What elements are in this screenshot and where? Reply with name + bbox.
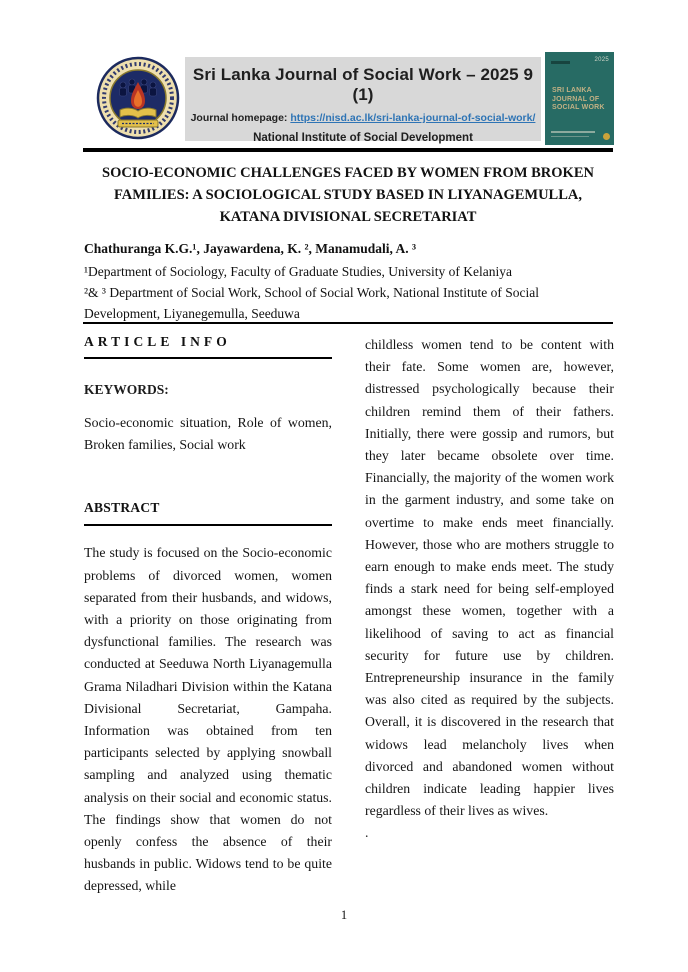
journal-homepage-line [185,112,541,124]
authors-line: Chathuranga K.G.¹, Jayawardena, K. ², Manamudali, A. ³ [84,241,417,256]
cover-title [552,87,605,113]
homepage-link[interactable]: https://nisd.ac.lk/sri-lanka-journal-of-social-work/ [290,112,536,124]
right-column [365,334,614,898]
paper-title: SOCIO-ECONOMIC CHALLENGES FACED BY WOMEN FROM BROKEN FAMILIES: A SOCIOLOGICAL STUDY BASED IN LIYANAGEMULLA, KATANA DIVISIONAL SECRETARIAT [102,165,594,225]
abstract-text-left: The study is focused on the Socio-economic problems of divorced women, women separated from their husbands, and widows, with a priority on those originating from dysfunctional families. The research was conducted at Seeduwa North Liyanagemulla Grama Niladhari Division within the Katana Divisional Secretariat, Gampaha. Information was obtained from ten participants selected by applying snowball sampling and analyzed using thematic analysis on their social and economic status. The findings show that women do not openly confess the absence of their husbands in public. Widows tend to be quite depressed, while [84,545,332,894]
page-number: 1 [340,908,348,922]
header-divider-rule [83,148,613,152]
trailing-period: . [365,825,369,841]
article-info-heading: ARTICLE INFO [84,334,332,359]
keywords-text: Socio-economic situation, Role of women, Broken families, Social work [84,415,332,453]
abstract-heading: ABSTRACT [84,500,332,526]
cover-seal-icon [603,133,610,140]
article-body-columns [84,334,614,898]
affiliation-2: ²& ³ Department of Social Work, School of Social Work, National Institute of Social Development, Liyanegemulla, Seeduwa [84,285,539,321]
affiliation-1: ¹Department of Sociology, Faculty of Graduate Studies, University of Kelaniya [84,264,512,279]
cover-title-line2: JOURNAL OF [552,95,600,103]
cover-footer-text-bar [551,131,595,133]
journal-cover-thumbnail [545,52,614,145]
nisd-seal-graphic [96,56,180,140]
cover-title-line3: SOCIAL WORK [552,104,605,111]
nisd-seal-icon [96,56,180,140]
journal-title: Sri Lanka Journal of Social Work – 2025 9 (1) [192,65,534,104]
cover-footer-text-bar2 [551,136,589,138]
left-column [84,334,332,898]
cover-title-line1: SRI LANKA [552,87,592,94]
keywords-label: KEYWORDS: [84,382,169,397]
cover-year: 2025 [594,57,609,63]
affiliations [84,261,614,324]
abstract-text-right: childless women tend to be content with their fate. Some women are, however, distressed psychologically because their children remind them of their fathers. Initially, there were gossip and rumors, but they later became obsolete over time. Financially, the majority of the women work in the garment industry, and some take on overtime to make ends meet financially. However, those who are mothers struggle to earn enough to make ends meet. The study finds a stark need for being self-employed amongst these women, together with a likelihood of saving to act as financial security for future use by children. Entrepreneurship insurance in the family was also cited as required by the subjects. Overall, it is discovered in the research that widows lead melancholy lives when divorced and abandoned women without children indicate leading happier lives regardless of their lives as wives. [365,337,614,819]
journal-header-box [185,57,541,144]
institute-name: National Institute of Social Development [253,132,473,144]
homepage-label: Journal homepage: [190,112,288,124]
cover-volume-text-bar [551,61,570,64]
byline-divider-rule [83,322,613,324]
